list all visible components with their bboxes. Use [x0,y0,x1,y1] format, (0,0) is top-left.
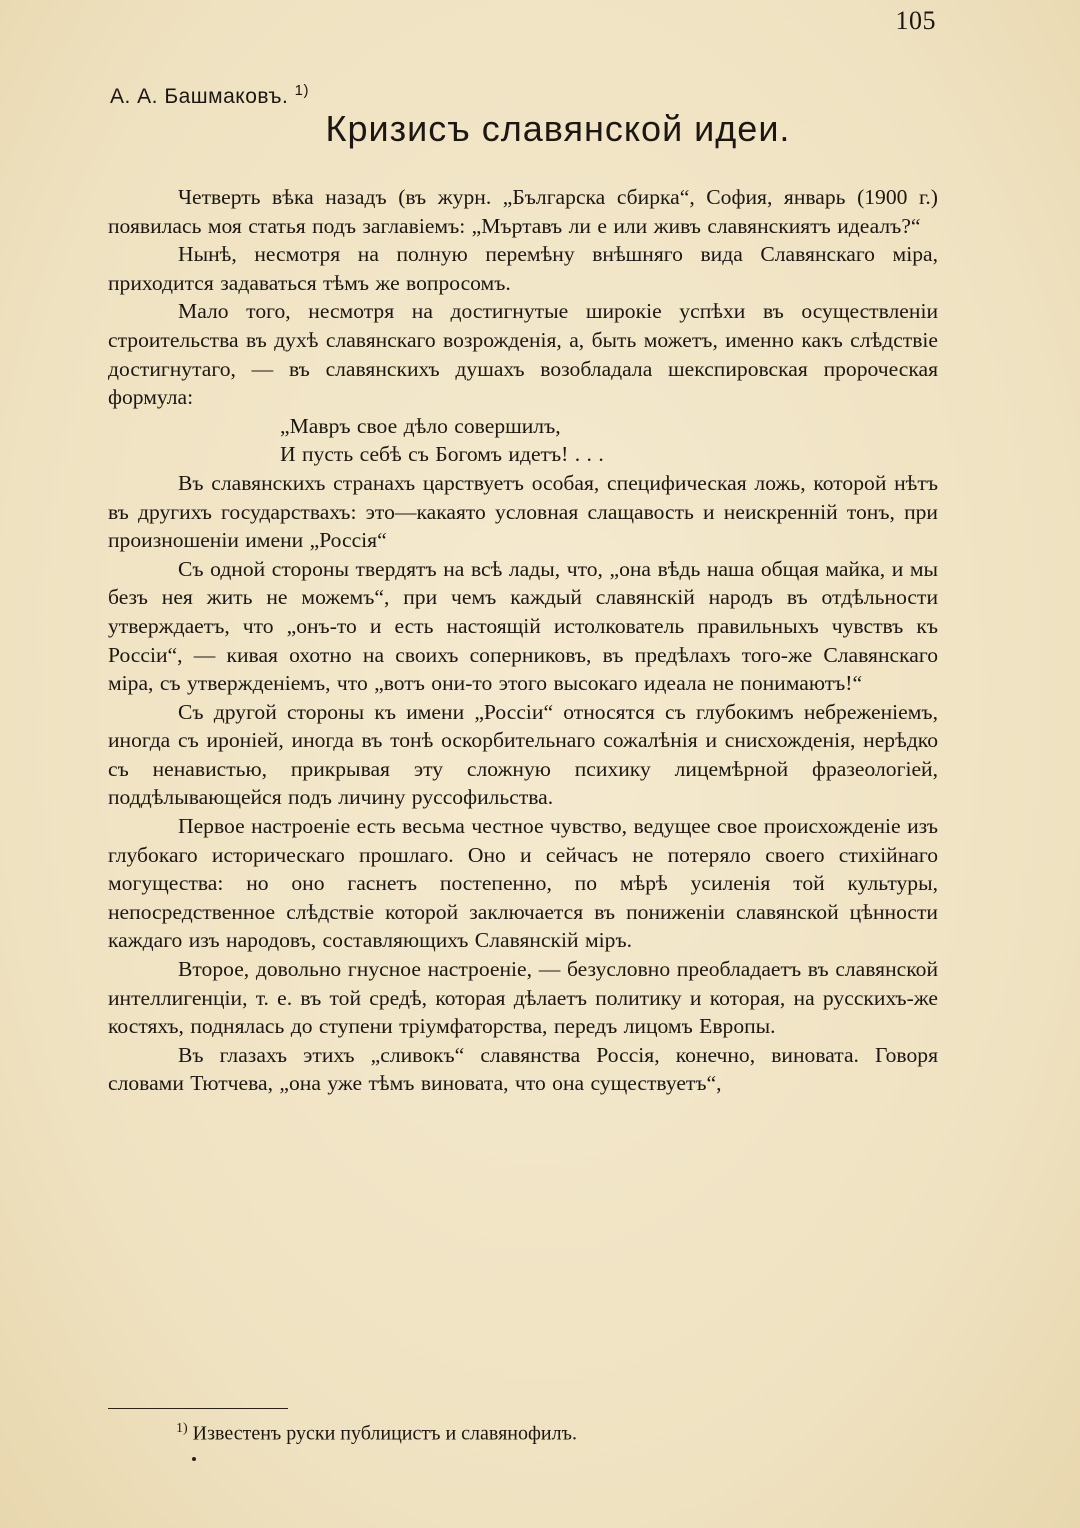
footnote [176,1421,577,1446]
paragraph: Нынѣ, несмотря на полную перемѣну внѣшняго вида Славянскаго міра, приходится задаваться тѣмъ же вопросомъ. [108,242,938,295]
paragraph: Съ другой стороны къ имени „Россіи“ относятся съ глубокимъ небреженіемъ, иногда съ ироніей, иногда въ тонѣ оскорбительнаго сожалѣнія и снисхожденія, нерѣдко съ ненавистью, прикрывая эту сложную психику лицемѣрной фразеологіей, поддѣлывающейся подъ личину руссофильства. [108,699,938,810]
author-name: А. А. Башмаковъ. [110,85,289,108]
author-footnote-mark: 1) [294,82,309,99]
print-speck [192,1457,196,1461]
paragraph: Четверть вѣка назадъ (въ журн. „Българска сбирка“, София, январь (1900 г.) появилась моя статья подъ заглавіемъ: „Мъртавъ ли е или живъ славянскиятъ идеалъ?“ [108,185,938,238]
paragraph: Второе, довольно гнусное настроеніе, — безусловно преобладаетъ въ славянской интеллигенціи, т. е. въ той средѣ, которая дѣлаетъ политику и которая, на русскихъ-же костяхъ, поднялась до ступени тріумфаторства, передъ лицомъ Европы. [108,957,938,1039]
page-number: 105 [895,6,936,35]
paragraph: Въ глазахъ этихъ „сливокъ“ славянства Россія, конечно, виновата. Говоря словами Тютчева, „она уже тѣмъ виновата, что она существуетъ“, [108,1042,938,1096]
footnote-mark: 1) [176,1421,188,1436]
article-body [108,183,938,1098]
paragraph: Въ славянскихъ странахъ царствуетъ особая, специфическая ложь, которой нѣтъ въ другихъ государствахъ: это—какаято условная слащавость и неискренній тонъ, при произношеніи имени „Россія“ [108,470,938,553]
verse-line: „Мавръ свое дѣло совершилъ, [280,413,561,438]
paragraph: Мало того, несмотря на достигнутые широкіе успѣхи въ осуществленіи строительства въ духѣ славянскаго возрожденія, а, быть можетъ, именно какъ слѣдствіе достигнутаго, — въ славянскихъ душахъ возобладала шекспировская пророческая формула: [108,299,938,410]
article-title: Кризисъ славянской идеи. [325,108,791,149]
footnote-text: Известенъ руски публицистъ и славянофилъ. [192,1422,577,1445]
author-line [110,82,309,109]
footnote-divider [108,1408,288,1409]
paragraph: Первое настроеніе есть весьма честное чувство, ведущее свое происхожденіе изъ глубокаго историческаго прошлаго. Оно и сейчасъ не потеряло своего стихійнаго могущества: но оно гаснетъ постепенно, по мѣрѣ усиленія той культуры, непосредственное слѣдствіе которой заключается въ пониженіи славянской цѣнности каждаго изъ народовъ, составляющихъ Славянскій міръ. [108,814,938,953]
verse-line: И пусть себѣ съ Богомъ идетъ! . . . [280,442,604,467]
paragraph: Съ одной стороны твердятъ на всѣ лады, что, „она вѣдь наша общая майка, и мы безъ нея жить не можемъ“, при чемъ каждый славянскій народъ въ отдѣльности утверждаетъ, что „онъ-то и есть настоящій истолкователь правильныхъ чувствъ къ Россіи“, — кивая охотно на своихъ соперниковъ, въ предѣлахъ того-же Славянскаго міра, съ утвержденіемъ, что „вотъ они-то этого высокаго идеала не понимаютъ!“ [108,556,938,696]
